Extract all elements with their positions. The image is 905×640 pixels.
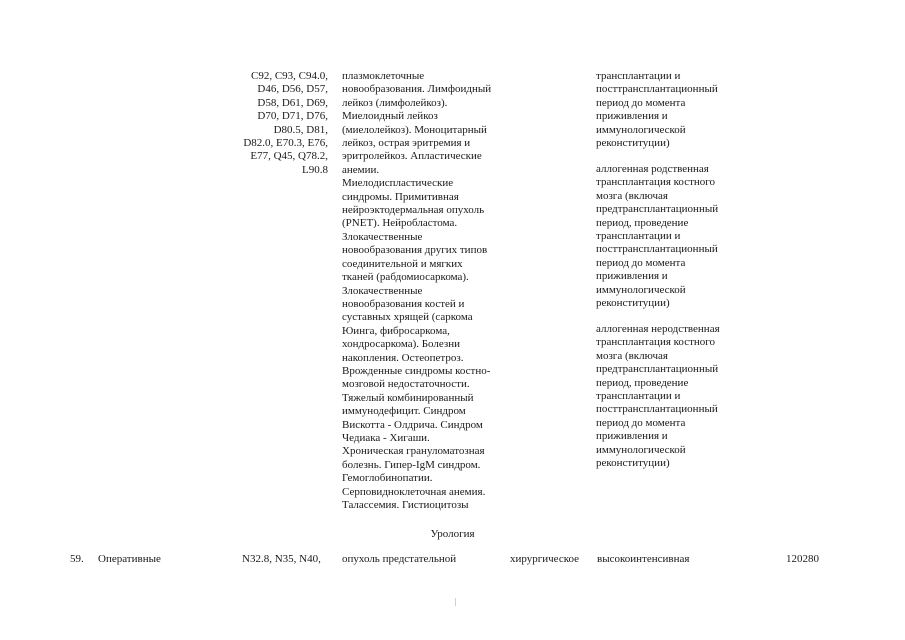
treatment-line: реконституции) (596, 297, 670, 310)
treatment-line: посттрансплантационный (596, 243, 718, 256)
icd-code-line: C92, C93, C94.0, (250, 70, 328, 82)
treatment-line: период до момента (596, 416, 686, 429)
diagnosis-line: Миелодиспластические (342, 177, 454, 190)
diagnosis-line: новообразования. Лимфоидный (342, 83, 492, 96)
diagnosis-line: Злокачественные (342, 230, 423, 243)
treatment-line: мозга (включая (596, 349, 668, 362)
diagnosis-line: Талассемия. Гистиоцитозы (342, 499, 469, 511)
treatment-line: период, проведение (596, 376, 689, 389)
row-treatment-method: высокоинтенсивная (597, 553, 690, 565)
diagnosis-line: Чедиака - Хигаши. (342, 431, 430, 444)
diagnosis-line: накопления. Остеопетроз. (342, 351, 464, 364)
diagnosis-line: Гемоглобинопатии. (342, 472, 433, 485)
scan-artifact (455, 598, 456, 606)
diagnosis-line: суставных хрящей (саркома (342, 311, 473, 324)
diagnosis-line: болезнь. Гипер-IgM синдром. (342, 458, 481, 471)
treatment-line: трансплантации и (596, 70, 681, 82)
treatment-line: период до момента (596, 256, 686, 269)
diagnosis-line: Серповидноклеточная анемия. (342, 485, 486, 498)
treatment-line: иммунологической (596, 123, 686, 136)
diagnosis-line: Тяжелый комбинированный (342, 391, 474, 404)
icd-code-line: E77, Q45, Q78.2, (250, 150, 328, 163)
treatment-line: приживления и (596, 110, 668, 123)
treatment-line: предтрансплантационный (596, 203, 719, 216)
diagnosis-line: лейкоз (лимфолейкоз). (342, 96, 448, 109)
row-diagnosis: опухоль предстательной (342, 553, 457, 565)
row-treatment-type: хирургическое (510, 553, 580, 565)
treatment-method-related-transplant (596, 163, 746, 310)
treatment-line: реконституции) (596, 137, 670, 150)
treatment-line: трансплантация костного (596, 176, 716, 189)
icd-code-line: L90.8 (302, 163, 328, 176)
icd-code-line: D70, D71, D76, (257, 110, 328, 123)
diagnosis-cell (342, 70, 510, 512)
diagnosis-line: Злокачественные (342, 284, 423, 297)
icd-codes-cell (240, 70, 328, 177)
icd-code-line: D46, D56, D57, (257, 83, 328, 96)
treatment-line: предтрансплантационный (596, 363, 719, 376)
diagnosis-line: Врожденные синдромы костно- (342, 364, 491, 377)
treatment-line: посттрансплантационный (596, 403, 718, 416)
treatment-line: приживления и (596, 270, 668, 283)
diagnosis-line: мозговой недостаточности. (342, 378, 470, 391)
treatment-line: трансплантации и (596, 230, 681, 243)
treatment-line: аллогенная неродственная (596, 323, 720, 335)
treatment-line: аллогенная родственная (596, 163, 709, 175)
row-number: 59. (70, 553, 84, 565)
diagnosis-line: Юинга, фибросаркома, (342, 324, 450, 337)
diagnosis-line: синдромы. Примитивная (342, 190, 459, 203)
treatment-line: иммунологической (596, 283, 686, 296)
diagnosis-line: нейроэктодермальная опухоль (342, 204, 485, 217)
treatment-line: посттрансплантационный (596, 83, 718, 96)
diagnosis-line: эритролейкоз. Апластические (342, 150, 482, 163)
treatment-line: период до момента (596, 96, 686, 109)
row-icd-codes: N32.8, N35, N40, (242, 553, 321, 565)
diagnosis-line: соединительной и мягких (342, 257, 463, 270)
diagnosis-line: плазмоклеточные (342, 70, 425, 82)
treatment-line: реконституции) (596, 457, 670, 470)
treatment-line: период, проведение (596, 216, 689, 229)
diagnosis-line: новообразования костей и (342, 297, 465, 310)
treatment-line: мозга (включая (596, 189, 668, 202)
diagnosis-line: новообразования других типов (342, 244, 488, 257)
diagnosis-line: Вискотта - Олдрича. Синдром (342, 418, 483, 431)
row-cost: 120280 (786, 553, 819, 565)
treatment-method-unrelated-transplant (596, 323, 746, 470)
row-name: Оперативные (98, 553, 161, 565)
diagnosis-line: Хроническая грануломатозная (342, 445, 485, 458)
treatment-line: трансплантация костного (596, 336, 716, 349)
treatment-method-continued (596, 70, 746, 150)
diagnosis-line: тканей (рабдомиосаркома). (342, 271, 469, 284)
icd-code-line: D82.0, E70.3, E76, (243, 137, 328, 150)
treatment-line: иммунологической (596, 443, 686, 456)
diagnosis-line: анемии. (342, 163, 380, 176)
diagnosis-line: (миелолейкоз). Моноцитарный (342, 123, 487, 136)
diagnosis-line: Миелоидный лейкоз (342, 110, 438, 123)
section-title-urology: Урология (430, 528, 475, 540)
diagnosis-line: (PNET). Нейробластома. (342, 217, 458, 230)
treatment-line: трансплантации и (596, 390, 681, 403)
icd-code-line: D58, D61, D69, (257, 96, 328, 109)
diagnosis-line: хондросаркома). Болезни (342, 338, 461, 351)
treatment-line: приживления и (596, 430, 668, 443)
diagnosis-line: иммунодефицит. Синдром (342, 405, 466, 418)
diagnosis-line: лейкоз, острая эритремия и (342, 137, 471, 150)
icd-code-line: D80.5, D81, (273, 123, 328, 136)
